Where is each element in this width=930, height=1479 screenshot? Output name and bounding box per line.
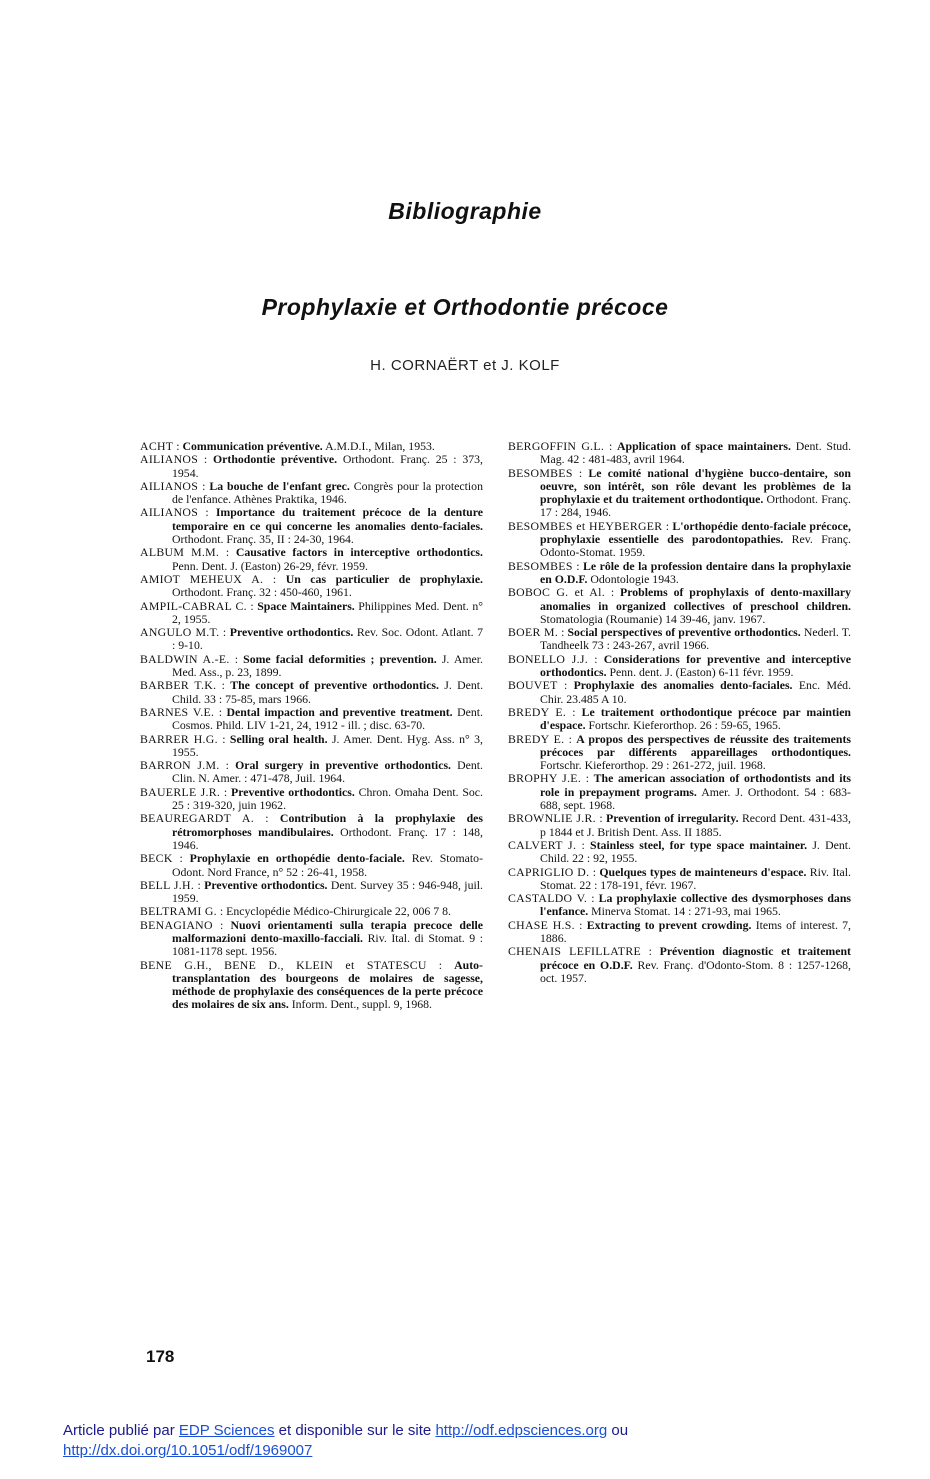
entry-source: Odontologie 1943. bbox=[590, 571, 679, 586]
bibliography-entry: BESOMBES : Le comité national d'hygiène bucco-dentaire, son oeuvre, son intérêt, son rôle devant les problèmes de la prophylaxie et du traitement orthodontique. Orthodont. Franç. 17 : 284, 1946. bbox=[508, 465, 852, 520]
entry-author: CHENAIS LEFILLATRE bbox=[508, 944, 641, 959]
footer-middle: et disponible sur le site bbox=[274, 1422, 436, 1439]
entry-title: Oral surgery in preventive orthodontics. bbox=[235, 758, 451, 773]
entry-author: BREDY E. bbox=[508, 704, 567, 719]
entry-author: BERGOFFIN G.L. bbox=[508, 439, 605, 453]
article-title: Prophylaxie et Orthodontie précoce bbox=[261, 294, 669, 320]
bibliography-entry: BREDY E. : A propos des perspectives de réussite des traitements précoces par différents appareillages orthodontiques. Fortschr. Kieferorthop. 29 : 261-272, juil. 1968. bbox=[508, 731, 851, 773]
entry-title: La bouche de l'enfant grec. bbox=[209, 478, 350, 493]
entry-author: BARRER H.G. bbox=[140, 731, 218, 746]
bibliography-entry: BERGOFFIN G.L. : Application of space maintainers. Dent. Stud. Mag. 42 : 481-483, avril 1964. bbox=[508, 439, 852, 467]
entry-source: Minerva Stomat. 14 : 271-93, mai 1965. bbox=[591, 904, 781, 919]
bibliography-entry: AMPIL-CABRAL C. : Space Maintainers. Philippines Med. Dent. n° 2, 1955. bbox=[140, 598, 483, 626]
page-number: 178 bbox=[146, 1347, 175, 1366]
entry-author: BOBOC G. et Al. bbox=[508, 585, 605, 600]
entry-source: J. Amer. Med. Ass., p. 23, 1899. bbox=[172, 651, 483, 680]
entry-source: Items of interest. 7, 1886. bbox=[540, 917, 852, 945]
footer-suffix: ou bbox=[607, 1422, 629, 1439]
bibliography-entry: BECK : Prophylaxie en orthopédie dento-faciale. Rev. Stomato-Odont. Nord France, n° 52 : 26-41, 1958. bbox=[140, 851, 483, 879]
entry-source: J. Dent. Child. 22 : 92, 1955. bbox=[540, 837, 851, 866]
bibliography-left-column bbox=[140, 440, 483, 1012]
entry-source: Rev. Franç. Odonto-Stomat. 1959. bbox=[540, 532, 852, 560]
entry-author: CASTALDO V. bbox=[508, 891, 588, 906]
entry-author: ANGULO M.T. bbox=[140, 625, 220, 640]
bibliography-entry: BOUVET : Prophylaxie des anomalies dento-faciales. Enc. Méd. Chir. 23.485 A 10. bbox=[508, 678, 852, 706]
entry-source: Penn. dent. J. (Easton) 6-11 févr. 1959. bbox=[609, 665, 794, 680]
entry-title: Problems of prophylaxis of dento-maxillary anomalies in organized collectives of preschool children. bbox=[540, 585, 851, 613]
bibliography-entry: BARRER H.G. : Selling oral health. J. Amer. Dent. Hyg. Ass. n° 3, 1955. bbox=[140, 731, 483, 759]
bibliography-entry: BEAUREGARDT A. : Contribution à la prophylaxie des rétromorphoses mandibulaires. Orthodont. Franç. 17 : 148, 1946. bbox=[140, 811, 484, 852]
entry-source: Orthodont. Franç. 17 : 284, 1946. bbox=[540, 492, 852, 520]
bibliography-entry: BAUERLE J.R. : Preventive orthodontics. Chron. Omaha Dent. Soc. 25 : 319-320, juin 1962. bbox=[140, 784, 483, 813]
bibliography-entry: BARBER T.K. : The concept of preventive orthodontics. J. Dent. Child. 33 : 75-85, mars 1966. bbox=[140, 678, 484, 706]
entry-source: J. Amer. Dent. Hyg. Ass. n° 3, 1955. bbox=[172, 731, 483, 759]
entry-title: Application of space maintainers. bbox=[617, 439, 791, 453]
entry-author: BOUVET bbox=[508, 678, 558, 693]
entry-author: BALDWIN A.-E. bbox=[140, 651, 230, 666]
entry-source: Fortschr. Kieferorthop. 26 : 59-65, 1965. bbox=[588, 718, 781, 733]
entry-author: CAPRIGLIO D. bbox=[508, 864, 590, 879]
entry-title: Importance du traitement précoce de la denture temporaire en ce qui concerne les anomalies dento-faciales. bbox=[172, 505, 483, 533]
entry-author: BESOMBES et HEYBERGER bbox=[508, 518, 663, 533]
entry-source: Riv. Ital. Stomat. 22 : 178-191, févr. 1967. bbox=[540, 864, 852, 892]
entry-author: BARRON J.M. bbox=[140, 758, 220, 773]
entry-author: BROPHY J.E. bbox=[508, 771, 582, 786]
entry-source: Dent. Stud. Mag. 42 : 481-483, avril 1964. bbox=[540, 439, 852, 467]
entry-title: Le traitement orthodontique précoce par maintien d'espace. bbox=[540, 704, 851, 733]
entry-source: Stomatologia (Roumanie) 14 39-46, janv. 1967. bbox=[540, 611, 766, 626]
bibliography-entry: BOBOC G. et Al. : Problems of prophylaxis of dento-maxillary anomalies in organized collectives of preschool children. Stomatologia (Roumanie) 14 39-46, janv. 1967. bbox=[508, 585, 851, 626]
bibliography-entry: BREDY E. : Le traitement orthodontique précoce par maintien d'espace. Fortschr. Kieferorthop. 26 : 59-65, 1965. bbox=[508, 704, 851, 733]
bibliography-entry: ALBUM M.M. : Causative factors in interceptive orthodontics. Penn. Dent. J. (Easton) 26-29, févr. 1959. bbox=[140, 545, 483, 573]
entry-author: BARBER T.K. bbox=[140, 678, 217, 693]
entry-title: Prophylaxie en orthopédie dento-faciale. bbox=[189, 851, 405, 866]
bibliography-entry: BENE G.H., BENE D., KLEIN et STATESCU : Auto-transplantation des bourgeons de molaires de sagesse, méthode de prophylaxie des conséquences de la perte précoce des molaires de six ans. Inform. Dent., suppl. 9, 1968. bbox=[140, 957, 483, 1012]
bibliography-entry: BARNES V.E. : Dental impaction and preventive treatment. Dent. Cosmos. Phild. LIV 1-21, 24, 1912 - ill. ; disc. 63-70. bbox=[140, 704, 484, 733]
entry-source: Enc. Méd. Chir. 23.485 A 10. bbox=[540, 678, 852, 706]
entry-title: Selling oral health. bbox=[229, 731, 328, 746]
entry-title: Extracting to prevent crowding. bbox=[586, 917, 752, 932]
entry-author: BESOMBES bbox=[508, 465, 573, 480]
entry-author: ACHT bbox=[140, 439, 174, 453]
entry-title: Le rôle de la profession dentaire dans la prophylaxie en O.D.F. bbox=[540, 558, 851, 586]
entry-source: Inform. Dent., suppl. 9, 1968. bbox=[291, 997, 432, 1012]
entry-title: Prévention diagnostic et traitement précoce en O.D.F. bbox=[540, 944, 851, 972]
entry-source: Chron. Omaha Dent. Soc. 25 : 319-320, juin 1962. bbox=[172, 784, 483, 813]
site-link[interactable]: http://odf.edpsciences.org bbox=[435, 1422, 608, 1439]
entry-title: Considerations for preventive and interceptive orthodontics. bbox=[540, 651, 851, 680]
entry-author: AMIOT MEHEUX A. bbox=[140, 571, 264, 586]
bibliography-entry: AILIANOS : Importance du traitement précoce de la denture temporaire en ce qui concerne les anomalies dento-faciales. Orthodont. Franç. 35, II : 24-30, 1964. bbox=[140, 505, 483, 547]
entry-title: Preventive orthodontics. bbox=[231, 784, 355, 799]
entry-author: CALVERT J. bbox=[508, 837, 577, 852]
entry-source: Dent. Cosmos. Phild. LIV 1-21, 24, 1912 - ill. ; disc. 63-70. bbox=[172, 704, 484, 733]
bibliography-entry: AILIANOS : Orthodontie préventive. Orthodont. Franç. 25 : 373, 1954. bbox=[140, 452, 483, 480]
section-heading: Bibliographie bbox=[388, 198, 542, 224]
bibliography-entry: BARRON J.M. : Oral surgery in preventive orthodontics. Dent. Clin. N. Amer. : 471-478, Juil. 1964. bbox=[140, 758, 484, 786]
publication-footer bbox=[63, 1421, 883, 1461]
entry-title: The concept of preventive orthodontics. bbox=[230, 678, 439, 693]
entry-title: Orthodontie préventive. bbox=[212, 452, 338, 467]
entry-title: Prophylaxie des anomalies dento-faciales. bbox=[573, 678, 793, 693]
bibliography-entry: CAPRIGLIO D. : Quelques types de mainteneurs d'espace. Riv. Ital. Stomat. 22 : 178-191, févr. 1967. bbox=[508, 864, 852, 892]
entry-author: BENE G.H., BENE D., KLEIN et STATESCU bbox=[140, 957, 427, 972]
entry-author: AILIANOS bbox=[140, 452, 199, 467]
bibliography-entry: AMIOT MEHEUX A. : Un cas particulier de prophylaxie. Orthodont. Franç. 32 : 450-460, 1961. bbox=[140, 571, 484, 600]
bibliography-entry: BALDWIN A.-E. : Some facial deformities ; prevention. J. Amer. Med. Ass., p. 23, 1899. bbox=[140, 651, 483, 680]
entry-source: Nederl. T. Tandheelk 73 : 243-267, avril 1966. bbox=[540, 625, 851, 653]
entry-source: Rev. Soc. Odont. Atlant. 7 : 9-10. bbox=[172, 625, 483, 653]
bibliography-entry: BOER M. : Social perspectives of preventive orthodontics. Nederl. T. Tandheelk 73 : 243-267, avril 1966. bbox=[508, 625, 851, 653]
entry-author: BROWNLIE J.R. bbox=[508, 811, 596, 826]
bibliography-entry: BELL J.H. : Preventive orthodontics. Dent. Survey 35 : 946-948, juil. 1959. bbox=[140, 877, 483, 906]
entry-author: ALBUM M.M. bbox=[140, 545, 220, 560]
entry-source: Penn. Dent. J. (Easton) 26-29, févr. 1959. bbox=[172, 558, 368, 573]
entry-source: Philippines Med. Dent. n° 2, 1955. bbox=[172, 598, 483, 626]
bibliography-entry: CHENAIS LEFILLATRE : Prévention diagnostic et traitement précoce en O.D.F. Rev. Franç. d'Odonto-Stom. 8 : 1257-1268, oct. 1957. bbox=[508, 944, 851, 985]
entry-title: Communication préventive. bbox=[182, 439, 323, 453]
entry-title: Le comité national d'hygiène bucco-dentaire, son oeuvre, son intérêt, son rôle devant les problèmes de la prophylaxie et du traitement orthodontique. bbox=[540, 465, 851, 507]
entry-title: The american association of orthodontists and its role in prepayment programs. bbox=[540, 771, 851, 799]
entry-author: BESOMBES bbox=[508, 558, 573, 573]
entry-title: L'orthopédie dento-faciale précoce, prophylaxie essentielle des parodontopathies. bbox=[540, 518, 851, 547]
entry-author: CHASE H.S. bbox=[508, 917, 575, 932]
entry-title: Quelques types de mainteneurs d'espace. bbox=[599, 864, 807, 879]
entry-source: Fortschr. Kieferorthop. 29 : 261-272, juil. 1968. bbox=[540, 758, 766, 773]
entry-source: Riv. Ital. di Stomat. 9 : 1081-1178 sept. 1956. bbox=[172, 930, 484, 959]
doi-link[interactable]: http://dx.doi.org/10.1051/odf/1969007 bbox=[63, 1442, 313, 1459]
bibliography-entry: CALVERT J. : Stainless steel, for type space maintainer. J. Dent. Child. 22 : 92, 1955. bbox=[508, 837, 851, 866]
entry-title: Contribution à la prophylaxie des rétromorphoses mandibulaires. bbox=[172, 811, 484, 839]
entry-title: A propos des perspectives de réussite des traitements précoces par différents appareillages orthodontiques. bbox=[540, 731, 851, 759]
entry-author: BARNES V.E. bbox=[140, 704, 215, 719]
entry-author: BECK bbox=[140, 851, 173, 866]
bibliography-entry: ACHT : Communication préventive. A.M.D.I., Milan, 1953. bbox=[140, 439, 435, 453]
entry-title: Stainless steel, for type space maintainer. bbox=[590, 837, 808, 852]
bibliography-entry: CASTALDO V. : La prophylaxie collective des dysmorphoses dans l'enfance. Minerva Stomat. 14 : 271-93, mai 1965. bbox=[508, 891, 851, 919]
entry-author: BENAGIANO bbox=[140, 917, 213, 932]
entry-author: BEAUREGARDT A. bbox=[140, 811, 254, 826]
entry-title: Causative factors in interceptive orthodontics. bbox=[235, 545, 483, 560]
bibliography-entry: BELTRAMI G. : Encyclopédie Médico-Chirurgicale 22, 006 7 8. bbox=[140, 904, 451, 919]
entry-source: Dent. Survey 35 : 946-948, juil. 1959. bbox=[172, 877, 483, 906]
entry-source: Amer. J. Orthodont. 54 : 683-688, sept. 1968. bbox=[540, 784, 851, 813]
entry-title: Un cas particulier de prophylaxie. bbox=[285, 571, 484, 586]
bibliography-entry: BROPHY J.E. : The american association of orthodontists and its role in prepayment programs. Amer. J. Orthodont. 54 : 683-688, sept. 1968. bbox=[508, 771, 851, 813]
entry-source: Encyclopédie Médico-Chirurgicale 22, 006 7 8. bbox=[226, 904, 451, 919]
entry-author: BONELLO J.J. bbox=[508, 651, 588, 666]
entry-title: Prevention of irregularity. bbox=[606, 811, 739, 826]
entry-source: Record Dent. 431-433, p 1844 et J. British Dent. Ass. II 1885. bbox=[540, 811, 851, 839]
bibliography-entry: BESOMBES : Le rôle de la profession dentaire dans la prophylaxie en O.D.F. Odontologie 1943. bbox=[508, 558, 851, 586]
bibliography-entry: BENAGIANO : Nuovi orientamenti sulla terapia precoce delle malformazioni dento-maxillo-facciali. Riv. Ital. di Stomat. 9 : 1081-1178 sept. 1956. bbox=[140, 917, 484, 959]
entry-author: BREDY E. bbox=[508, 731, 565, 746]
entry-source: J. Dent. Child. 33 : 75-85, mars 1966. bbox=[172, 678, 484, 706]
footer-prefix: Article publié par bbox=[63, 1422, 179, 1439]
bibliography-entry: ANGULO M.T. : Preventive orthodontics. Rev. Soc. Odont. Atlant. 7 : 9-10. bbox=[140, 625, 483, 653]
entry-title: Social perspectives of preventive orthodontics. bbox=[567, 625, 801, 640]
entry-source: Orthodont. Franç. 25 : 373, 1954. bbox=[172, 452, 483, 480]
publisher-link[interactable]: EDP Sciences bbox=[178, 1422, 275, 1439]
bibliography-entry: CHASE H.S. : Extracting to prevent crowding. Items of interest. 7, 1886. bbox=[508, 917, 852, 945]
entry-title: Nuovi orientamenti sulla terapia precoce delle malformazioni dento-maxillo-facciali. bbox=[172, 917, 483, 945]
entry-author: BELTRAMI G. bbox=[140, 904, 217, 919]
entry-title: Auto-transplantation des bourgeons de molaires de sagesse, méthode de prophylaxie des conséquences de la perte précoce des molaires de six ans. bbox=[172, 957, 483, 1012]
bibliography-right-column bbox=[508, 440, 851, 985]
entry-author: BELL J.H. bbox=[140, 877, 195, 892]
entry-source: Orthodont. Franç. 35, II : 24-30, 1964. bbox=[172, 532, 354, 547]
bibliography-entry: BONELLO J.J. : Considerations for preventive and interceptive orthodontics. Penn. dent. J. (Easton) 6-11 févr. 1959. bbox=[508, 651, 851, 680]
entry-author: AILIANOS bbox=[140, 478, 199, 493]
entry-author: AMPIL-CABRAL C. bbox=[140, 598, 247, 613]
entry-source: Dent. Clin. N. Amer. : 471-478, Juil. 1964. bbox=[172, 758, 484, 786]
bibliography-entry: AILIANOS : La bouche de l'enfant grec. Congrès pour la protection de l'enfance. Athènes Praktika, 1946. bbox=[140, 478, 483, 507]
entry-author: BOER M. bbox=[508, 625, 559, 640]
entry-source: A.M.D.I., Milan, 1953. bbox=[325, 439, 435, 453]
entry-source: Rev. Franç. d'Odonto-Stom. 8 : 1257-1268, oct. 1957. bbox=[540, 957, 851, 985]
entry-author: BAUERLE J.R. bbox=[140, 784, 221, 799]
entry-title: Preventive orthodontics. bbox=[204, 877, 328, 892]
entry-author: AILIANOS bbox=[140, 505, 199, 520]
article-authors: H. CORNAËRT et J. KOLF bbox=[370, 357, 560, 374]
entry-title: Preventive orthodontics. bbox=[229, 625, 354, 640]
entry-source: Orthodont. Franç. 32 : 450-460, 1961. bbox=[172, 585, 352, 600]
entry-source: Orthodont. Franç. 17 : 148, 1946. bbox=[172, 824, 483, 852]
entry-title: Some facial deformities ; prevention. bbox=[243, 651, 437, 666]
bibliography-entry: BESOMBES et HEYBERGER : L'orthopédie dento-faciale précoce, prophylaxie essentielle des parodontopathies. Rev. Franç. Odonto-Stomat. 1959. bbox=[508, 518, 852, 560]
entry-title: Dental impaction and preventive treatment. bbox=[226, 704, 453, 719]
bibliography-entry: BROWNLIE J.R. : Prevention of irregularity. Record Dent. 431-433, p 1844 et J. British Dent. Ass. II 1885. bbox=[508, 811, 851, 839]
entry-title: Space Maintainers. bbox=[257, 598, 355, 613]
entry-title: La prophylaxie collective des dysmorphoses dans l'enfance. bbox=[540, 891, 851, 919]
entry-source: Rev. Stomato-Odont. Nord France, n° 52 : 26-41, 1958. bbox=[172, 851, 483, 879]
entry-source: Congrès pour la protection de l'enfance. Athènes Praktika, 1946. bbox=[172, 478, 483, 507]
